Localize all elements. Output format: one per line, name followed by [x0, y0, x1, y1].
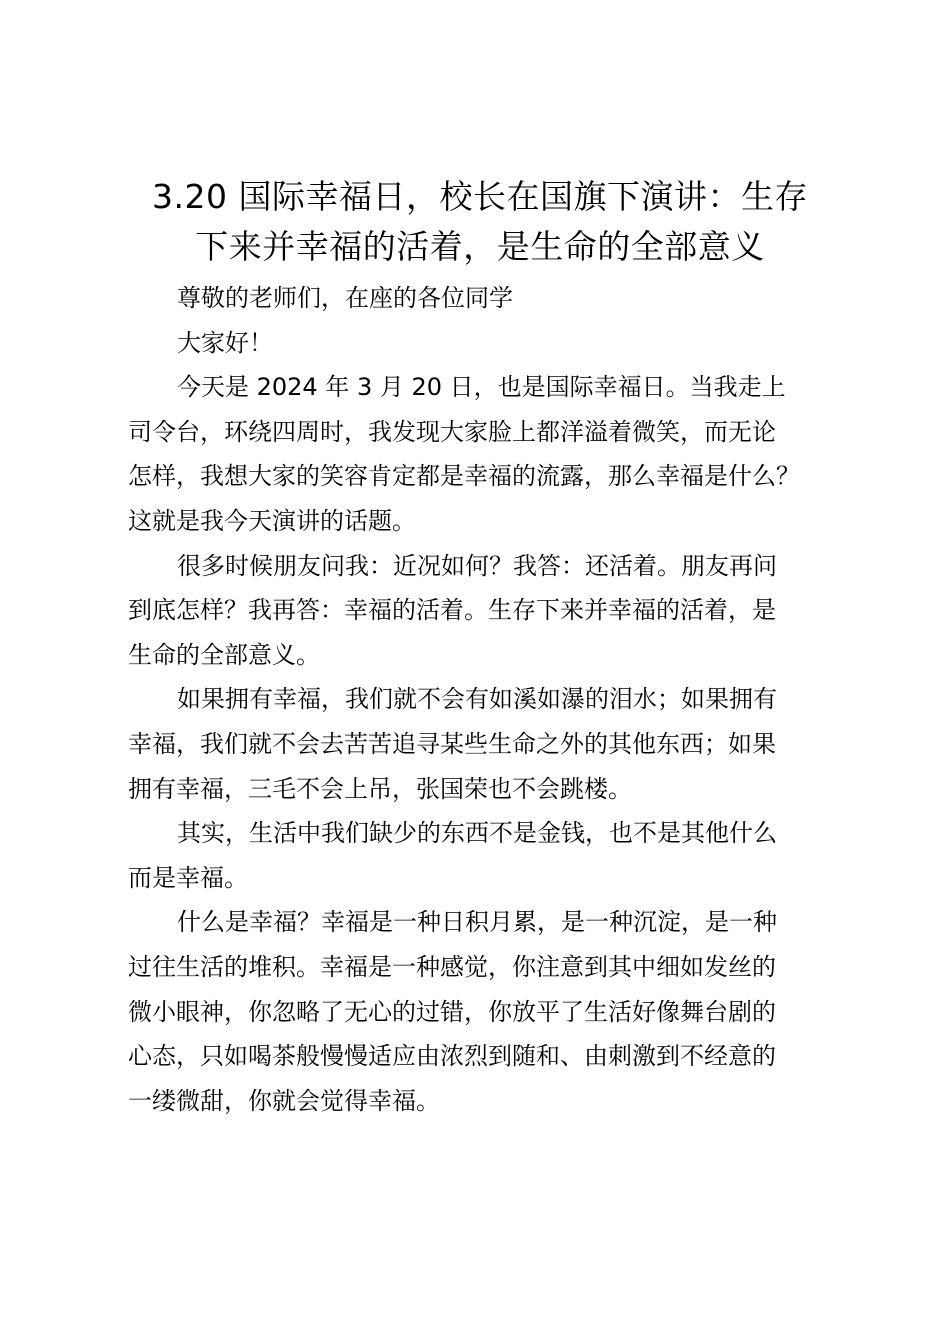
text-line: 什么是幸福？幸福是一种日积月累，是一种沉淀，是一种: [177, 908, 777, 937]
paragraph: [128, 544, 836, 678]
text-line: 一缕微甜，你就会觉得幸福。: [128, 1086, 440, 1115]
text-line: 其实，生活中我们缺少的东西不是金钱，也不是其他什么: [177, 819, 777, 848]
document-title: [128, 172, 832, 272]
paragraph: [128, 677, 836, 811]
text-line: 幸福，我们就不会去苦苦追寻某些生命之外的其他东西；如果: [128, 729, 776, 758]
title-line: 下来并幸福的活着，是生命的全部意义: [195, 227, 765, 266]
paragraph-greeting: [128, 321, 836, 366]
paragraph: [128, 811, 836, 900]
text-line: 拥有幸福，三毛不会上吊，张国荣也不会跳楼。: [128, 774, 632, 803]
title-line: 3.20 国际幸福日，校长在国旗下演讲：生存: [152, 177, 808, 216]
document-body: [128, 276, 836, 1123]
text-line: 心态，只如喝茶般慢慢适应由浓烈到随和、由刺激到不经意的: [128, 1042, 776, 1071]
text-line: 微小眼神，你忽略了无心的过错，你放平了生活好像舞台剧的: [128, 997, 776, 1026]
text-line: 今天是 2024 年 3 月 20 日，也是国际幸福日。当我走上: [177, 373, 786, 402]
text-line: 尊敬的老师们，在座的各位同学: [177, 284, 513, 312]
text-line: 大家好！: [177, 328, 273, 357]
text-line: 很多时候朋友问我：近况如何？我答：还活着。朋友再问: [177, 551, 777, 580]
paragraph: [128, 900, 836, 1123]
text-line: 怎样，我想大家的笑容肯定都是幸福的流露，那么幸福是什么？: [128, 462, 800, 491]
text-line: 这就是我今天演讲的话题。: [128, 506, 416, 535]
text-line: 如果拥有幸福，我们就不会有如溪如瀑的泪水；如果拥有: [177, 685, 777, 714]
text-line: 而是幸福。: [128, 863, 248, 892]
paragraph: [128, 365, 836, 543]
paragraph-salutation: [128, 276, 836, 321]
text-line: 过往生活的堆积。幸福是一种感觉，你注意到其中细如发丝的: [128, 952, 776, 981]
text-line: 到底怎样？我再答：幸福的活着。生存下来并幸福的活着，是: [128, 596, 776, 625]
text-line: 生命的全部意义。: [128, 640, 320, 669]
text-line: 司令台，环绕四周时，我发现大家脸上都洋溢着微笑，而无论: [128, 417, 776, 446]
